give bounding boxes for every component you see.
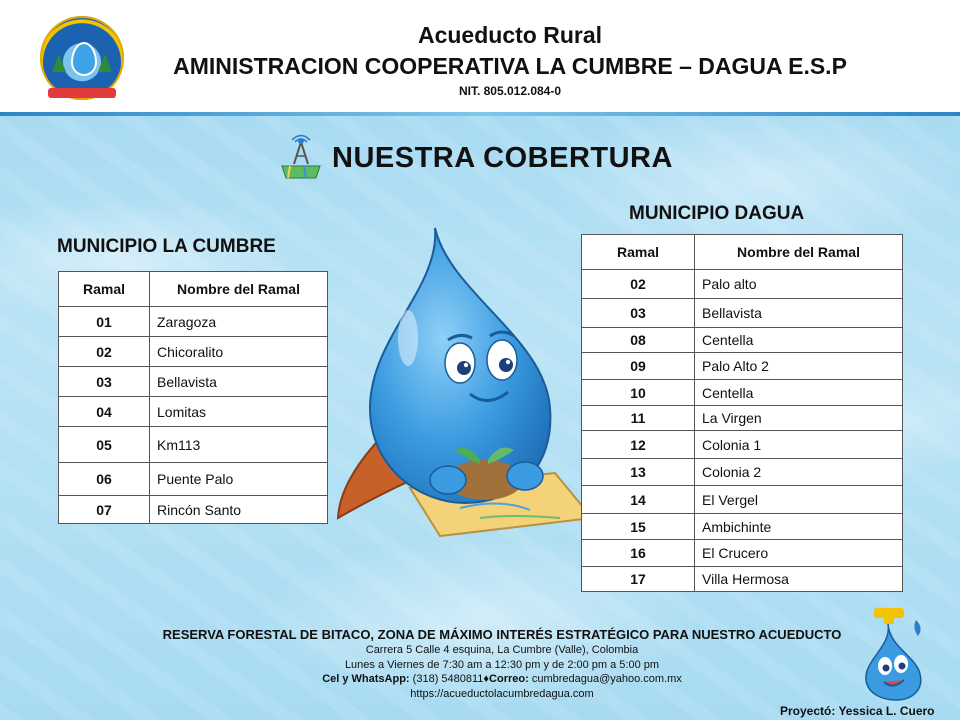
contact-label: Cel y WhatsApp: xyxy=(322,673,410,685)
table-row xyxy=(582,459,903,486)
table-row xyxy=(582,486,903,514)
ramal-name: Ambichinte xyxy=(695,514,903,540)
header-divider xyxy=(0,112,960,116)
la-cumbre-table xyxy=(58,271,328,524)
coverage-tower-map-icon xyxy=(280,134,322,180)
ramal-number: 10 xyxy=(582,380,695,406)
ramal-number: 09 xyxy=(582,353,695,380)
ramal-name: Lomitas xyxy=(150,397,328,427)
ramal-name: Bellavista xyxy=(695,299,903,328)
ramal-name: El Crucero xyxy=(695,540,903,567)
ramal-name: El Vergel xyxy=(695,486,903,514)
ramal-name: Rincón Santo xyxy=(150,496,328,524)
table-row xyxy=(59,307,328,337)
ramal-number: 06 xyxy=(59,463,150,496)
ramal-number: 02 xyxy=(59,337,150,367)
reserve-statement: RESERVA FORESTAL DE BITACO, ZONA DE MÁXIMO INTERÉS ESTRATÉGICO PARA NUESTRO ACUEDUCTO xyxy=(162,627,842,642)
ramal-number: 05 xyxy=(59,427,150,463)
table-row xyxy=(582,540,903,567)
col-nombre: Nombre del Ramal xyxy=(695,235,903,270)
ramal-number: 01 xyxy=(59,307,150,337)
ramal-number: 04 xyxy=(59,397,150,427)
credit-text: Proyectó: Yessica L. Cuero xyxy=(780,704,935,718)
col-nombre: Nombre del Ramal xyxy=(150,272,328,307)
coverage-title: NUESTRA COBERTURA xyxy=(332,142,673,174)
table-row xyxy=(59,427,328,463)
ramal-name: Palo Alto 2 xyxy=(695,353,903,380)
website-link[interactable]: https://acueductolacumbredagua.com xyxy=(410,688,594,700)
la-cumbre-title: MUNICIPIO LA CUMBRE xyxy=(57,236,276,257)
ramal-name: Palo alto xyxy=(695,270,903,299)
ramal-number: 08 xyxy=(582,328,695,353)
ramal-number: 07 xyxy=(59,496,150,524)
header-title: Acueducto Rural xyxy=(417,22,603,48)
ramal-number: 02 xyxy=(582,270,695,299)
dagua-title: MUNICIPIO DAGUA xyxy=(629,203,805,224)
water-drop-mascot xyxy=(330,218,600,548)
ramal-number: 15 xyxy=(582,514,695,540)
mini-drop-mascot-icon xyxy=(858,606,932,702)
ramal-name: Villa Hermosa xyxy=(695,567,903,592)
ramal-name: Chicoralito xyxy=(150,337,328,367)
ramal-name: Colonia 2 xyxy=(695,459,903,486)
table-row xyxy=(582,328,903,353)
header xyxy=(0,0,960,112)
ramal-number: 12 xyxy=(582,431,695,459)
office-hours: Lunes a Viernes de 7:30 am a 12:30 pm y de 2:00 pm a 5:00 pm xyxy=(344,659,660,671)
ramal-number: 13 xyxy=(582,459,695,486)
table-row xyxy=(582,514,903,540)
table-row xyxy=(59,463,328,496)
table-header-row xyxy=(582,235,903,270)
ramal-number: 03 xyxy=(582,299,695,328)
ramal-name: Km113 xyxy=(150,427,328,463)
email-label: ♦Correo: xyxy=(483,673,529,685)
dagua-table xyxy=(581,234,903,592)
ramal-number: 16 xyxy=(582,540,695,567)
table-row xyxy=(582,353,903,380)
ramal-name: Zaragoza xyxy=(150,307,328,337)
header-nit: NIT. 805.012.084-0 xyxy=(458,84,562,98)
table-row xyxy=(582,431,903,459)
table-row xyxy=(59,337,328,367)
table-row xyxy=(582,567,903,592)
col-ramal: Ramal xyxy=(59,272,150,307)
address: Carrera 5 Calle 4 esquina, La Cumbre (Valle), Colombia xyxy=(365,644,639,656)
ramal-name: Puente Palo xyxy=(150,463,328,496)
contact-line xyxy=(0,673,960,685)
ramal-name: Bellavista xyxy=(150,367,328,397)
col-ramal: Ramal xyxy=(582,235,695,270)
ramal-number: 11 xyxy=(582,406,695,431)
table-row xyxy=(59,367,328,397)
ramal-name: La Virgen xyxy=(695,406,903,431)
table-header-row xyxy=(59,272,328,307)
ramal-number: 03 xyxy=(59,367,150,397)
header-subtitle: AMINISTRACION COOPERATIVA LA CUMBRE – DAGUA E.S.P xyxy=(173,53,847,79)
phone-number: (318) 5480811 xyxy=(412,673,484,685)
ramal-name: Centella xyxy=(695,328,903,353)
table-row xyxy=(582,406,903,431)
ramal-name: Colonia 1 xyxy=(695,431,903,459)
table-row xyxy=(582,299,903,328)
table-row xyxy=(582,270,903,299)
ramal-number: 14 xyxy=(582,486,695,514)
ramal-number: 17 xyxy=(582,567,695,592)
table-row xyxy=(59,496,328,524)
email-address[interactable]: cumbredagua@yahoo.com.mx xyxy=(531,673,682,685)
table-row xyxy=(582,380,903,406)
ramal-name: Centella xyxy=(695,380,903,406)
table-row xyxy=(59,397,328,427)
